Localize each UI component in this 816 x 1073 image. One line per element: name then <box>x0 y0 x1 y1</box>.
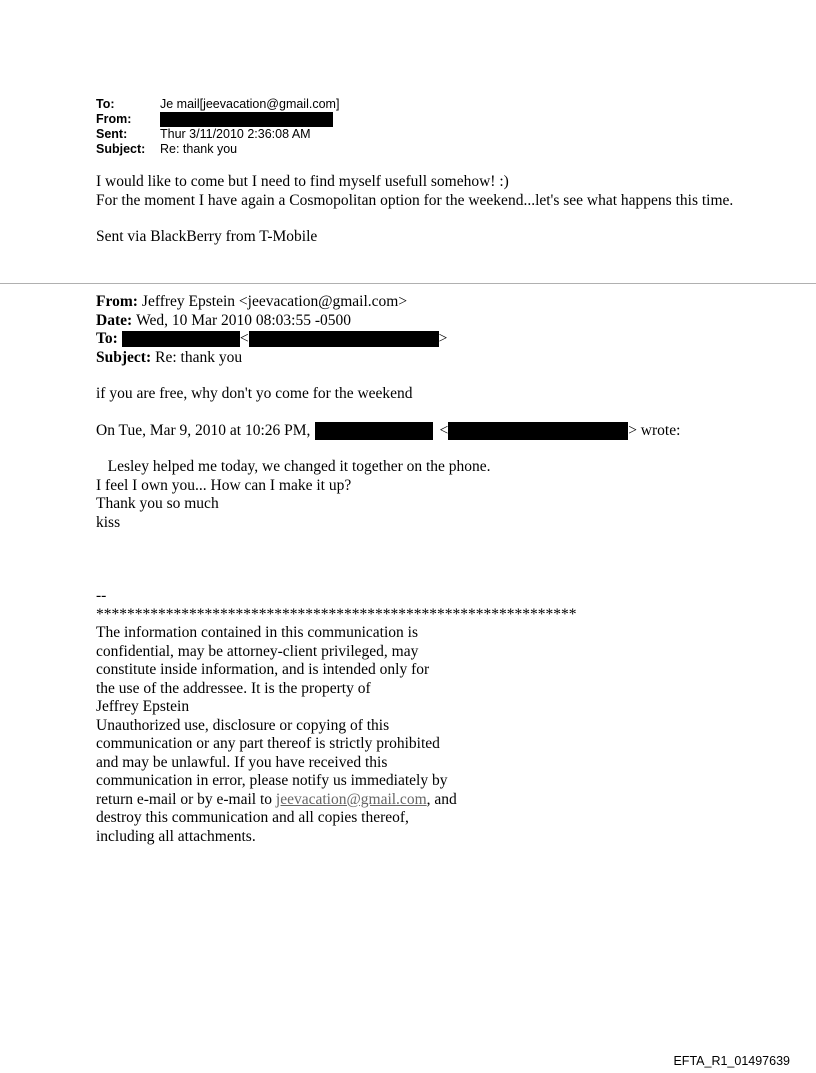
inner-line: Lesley helped me today, we changed it together on the phone. <box>96 458 491 475</box>
to-value: Je mail[jeevacation@gmail.com] <box>160 97 340 111</box>
document-id: EFTA_R1_01497639 <box>673 1054 790 1068</box>
redaction-block <box>249 331 439 347</box>
quoted-subject-label: Subject: <box>96 348 152 366</box>
disclaimer-line: communication or any part thereof is strictly prohibited <box>96 735 440 752</box>
quoted-date-label: Date: <box>96 311 133 329</box>
quoted-to-label: To: <box>96 330 118 347</box>
email-header <box>96 97 339 157</box>
sent-value: Thur 3/11/2010 2:36:08 AM <box>160 127 311 141</box>
email-link[interactable]: jeevacation@gmail.com <box>275 790 427 808</box>
subject-label: Subject: <box>96 142 146 156</box>
attribution-lt: < <box>439 421 449 439</box>
disclaimer-line: confidential, may be attorney-client privileged, may <box>96 642 419 660</box>
redaction-block <box>315 422 433 440</box>
quoted-to-row <box>96 330 776 349</box>
disclaimer-line: destroy this communication and all copies thereof, <box>96 809 409 826</box>
quoted-from-row <box>96 293 776 312</box>
disclaimer-line: constitute inside information, and is intended only for <box>96 661 430 678</box>
attribution-suffix: > wrote: <box>628 421 681 439</box>
disclaimer-stars: ************************************************************** <box>96 605 577 623</box>
from-label: From: <box>96 112 132 126</box>
quoted-to-lt: < <box>239 330 249 347</box>
message-line-2: For the moment I have again a Cosmopolitan option for the weekend...let's see what happens this time. <box>96 192 734 209</box>
quoted-date-row <box>96 312 776 331</box>
redaction-block <box>160 112 333 127</box>
header-to-row <box>96 97 339 112</box>
attribution-prefix: On Tue, Mar 9, 2010 at 10:26 PM, <box>96 421 311 439</box>
message-signature: Sent via BlackBerry from T-Mobile <box>96 228 318 245</box>
redaction-block <box>448 422 628 440</box>
quoted-attribution <box>96 422 776 441</box>
quoted-message <box>96 293 776 846</box>
sent-label: Sent: <box>96 127 128 141</box>
message-line-1: I would like to come but I need to find myself usefull somehow! :) <box>96 173 509 190</box>
quoted-to-gt: > <box>438 330 448 347</box>
redaction-block <box>122 331 240 347</box>
disclaimer-line: and may be unlawful. If you have received this <box>96 753 388 771</box>
inner-line: kiss <box>96 513 121 531</box>
disclaimer-return-line <box>96 791 496 810</box>
quoted-from-label: From: <box>96 293 138 310</box>
disclaimer-line: including all attachments. <box>96 827 256 845</box>
message-body <box>96 172 736 246</box>
quoted-body: if you are free, why don't yo come for the weekend <box>96 385 413 402</box>
subject-value: Re: thank you <box>160 142 238 156</box>
quoted-subject-row <box>96 349 776 368</box>
return-prefix: return e-mail or by e-mail to <box>96 790 276 808</box>
quoted-from-value: Jeffrey Epstein <jeevacation@gmail.com> <box>141 293 408 310</box>
disclaimer-line: the use of the addressee. It is the property of <box>96 679 371 697</box>
header-subject-row <box>96 142 339 157</box>
header-from-row <box>96 112 339 127</box>
disclaimer-line: Unauthorized use, disclosure or copying of this <box>96 716 390 734</box>
disclaimer-line: The information contained in this communication is <box>96 624 418 641</box>
return-suffix: , and <box>426 790 457 808</box>
disclaimer-line: Jeffrey Epstein <box>96 698 190 715</box>
inner-line: Thank you so much <box>96 495 219 512</box>
disclaimer-line: communication in error, please notify us immediately by <box>96 772 448 789</box>
disclaimer <box>96 587 577 846</box>
inner-line: I feel I own you... How can I make it up? <box>96 476 352 494</box>
quoted-date-value: Wed, 10 Mar 2010 08:03:55 -0500 <box>136 311 352 329</box>
header-sent-row <box>96 127 339 142</box>
divider-line <box>0 283 816 284</box>
disclaimer-dashes: -- <box>96 587 107 604</box>
quoted-subject-value: Re: thank you <box>155 348 243 366</box>
to-label: To: <box>96 97 115 111</box>
